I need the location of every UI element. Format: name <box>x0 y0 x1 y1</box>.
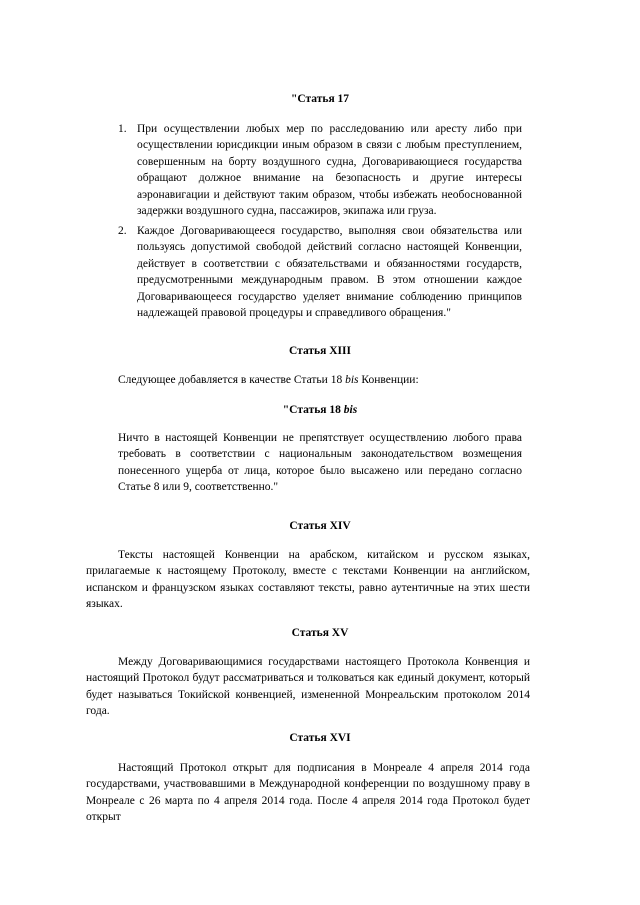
article-15-body <box>86 654 530 720</box>
paragraph-text: Тексты настоящей Конвенции на арабском, китайском и русском языках, прилагаемые к настоящему Протоколу, вместе с текстами Конвенции на английском, испанском и французском языках составляют тексты, равно аутентичные на этих шести языках. <box>86 549 530 611</box>
sub-heading-italic: bis <box>343 404 358 416</box>
intro-text-end: Конвенции: <box>358 374 419 386</box>
intro-italic: bis <box>345 374 359 386</box>
article-13-intro <box>118 373 419 387</box>
intro-text: Следующее добавляется в качестве Статьи 18 <box>118 374 346 386</box>
item-number: 1. <box>118 123 127 135</box>
item-number: 2. <box>118 225 127 237</box>
article-18bis-body: Ничто в настоящей Конвенции не препятствует осуществлению любого права требовать в соответствии с национальным законодательством возмещения понесенного ущерба от лица, которое было высажено или передано согласно Статье 8 или 9, соответственно." <box>118 432 522 494</box>
article-18bis-heading <box>0 403 640 417</box>
article-16-body <box>86 760 530 826</box>
article-15-heading: Статья XV <box>291 627 349 639</box>
article-17-heading: "Статья 17 <box>290 93 350 105</box>
article-17-item-1 <box>118 121 522 219</box>
paragraph-text: Настоящий Протокол открыт для подписания в Монреале 4 апреля 2014 года государствами, участвовавшими в Международной конференции по воздушному праву в Монреале с 26 марта по 4 апреля 2014 года. После 4 апреля 2014 года Протокол будет открыт <box>86 762 530 824</box>
item-text: При осуществлении любых мер по расследованию или аресту либо при осуществлении юрисдикции иным образом в связи с любым преступлением, совершенным на борту воздушного судна, Договаривающиеся государства обращают должное внимание на безопасность и другие интересы аэронавигации и действуют таким образом, чтобы избежать необоснованной задержки воздушного судна, пассажиров, экипажа или груза. <box>137 123 522 218</box>
item-text: Каждое Договаривающееся государство, выполняя свои обязательства или пользуясь допустимой свободой действий согласно настоящей Конвенции, действует в соответствии с обязательствами и обязанностями государств, предусмотренными международным правом. В этом отношении каждое Договаривающееся государство уделяет внимание соблюдению принципов надлежащей правовой процедуры и справедливого обращения." <box>137 225 522 320</box>
article-13-heading: Статья XIII <box>289 345 351 357</box>
article-14-heading: Статья XIV <box>289 520 351 532</box>
article-16-heading: Статья XVI <box>289 732 351 744</box>
paragraph-text: Между Договаривающимися государствами настоящего Протокола Конвенция и настоящий Протокол будут рассматриваться и толковаться как единый документ, который будет называться Токийской конвенцией, измененной Монреальским протоколом 2014 года. <box>86 656 530 718</box>
sub-heading-text: "Статья 18 <box>282 404 344 416</box>
article-17-item-2 <box>118 223 522 321</box>
article-14-body <box>86 547 530 613</box>
